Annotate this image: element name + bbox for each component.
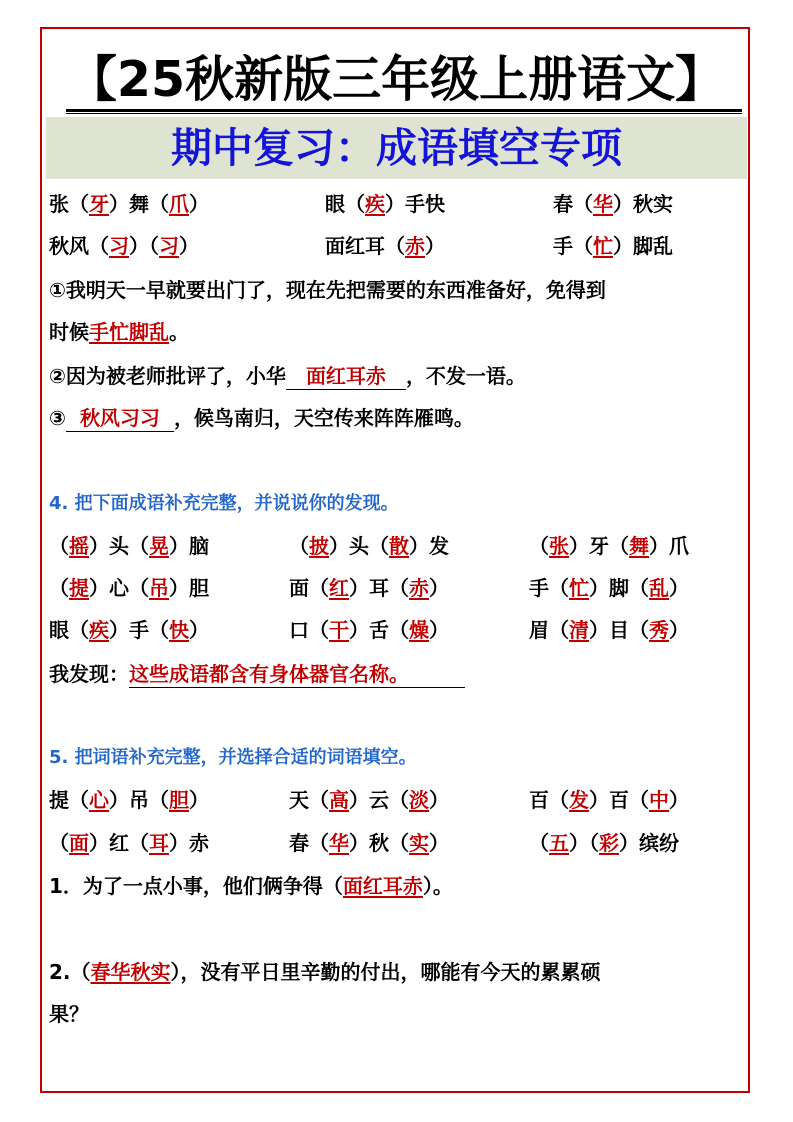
idiom-answer: 红 <box>329 576 349 600</box>
question-answer: 面红耳赤 <box>342 874 423 898</box>
idiom-answer: 发 <box>569 788 589 812</box>
idiom-answer: 疾 <box>365 192 385 216</box>
idiom-answer: 快 <box>169 618 189 642</box>
sentence-1-line-2 <box>49 315 189 349</box>
idiom-text: 面红耳（ <box>325 234 405 258</box>
idiom-text: ） <box>429 788 449 812</box>
idiom-text: ）云（ <box>349 788 409 812</box>
idiom-answer: 忙 <box>593 234 613 258</box>
idiom-text: ③ <box>49 406 66 430</box>
idiom-text: ，候鸟南归，天空传来阵阵雁鸣。 <box>173 406 474 430</box>
idiom-answer: 高 <box>329 788 349 812</box>
idiom-item <box>49 529 209 563</box>
idiom-text: ），没有平日里辛勤的付出，哪能有今天的累累硕 <box>170 960 601 984</box>
idiom-answer: 忙 <box>569 576 589 600</box>
idiom-item <box>325 229 445 263</box>
idiom-text: 。 <box>169 320 189 344</box>
idiom-text: 春（ <box>553 192 593 216</box>
idiom-item <box>529 529 689 563</box>
idiom-text: ）秋（ <box>349 831 409 855</box>
idiom-text: ） <box>669 788 689 812</box>
idiom-text: ） <box>669 576 689 600</box>
idiom-answer: 淡 <box>409 788 429 812</box>
idiom-text: （ <box>529 831 549 855</box>
idiom-text: 秋风（ <box>49 234 109 258</box>
finding-line <box>49 657 465 691</box>
idiom-text: ） <box>669 618 689 642</box>
sentence-answer: 秋风习习 <box>66 405 174 432</box>
sentence-3 <box>49 401 474 435</box>
idiom-text: （ <box>289 534 309 558</box>
idiom-text: 1．为了一点小事，他们俩争得（ <box>49 874 343 898</box>
idiom-text: 2.（ <box>49 960 91 984</box>
idiom-text: 眼（ <box>49 618 89 642</box>
sentence-2 <box>49 359 526 393</box>
idiom-text: 提（ <box>49 788 89 812</box>
idiom-item <box>529 826 679 860</box>
title-underline <box>66 109 742 112</box>
idiom-text: ）（ <box>129 234 159 258</box>
idiom-text: ）舞（ <box>109 192 169 216</box>
idiom-answer: 五 <box>549 831 569 855</box>
question-2 <box>49 955 601 989</box>
idiom-answer: 华 <box>329 831 349 855</box>
idiom-item <box>289 783 449 817</box>
idiom-text: 手（ <box>529 576 569 600</box>
idiom-item <box>529 783 689 817</box>
idiom-text: ）胆 <box>169 576 209 600</box>
idiom-answer: 散 <box>389 534 409 558</box>
idiom-text: 时候 <box>49 320 89 344</box>
idiom-text: ）牙（ <box>569 534 629 558</box>
idiom-text: ）缤纷 <box>619 831 679 855</box>
idiom-text: ）（ <box>569 831 599 855</box>
idiom-text: ）赤 <box>169 831 209 855</box>
sentence-answer: 面红耳赤 <box>286 363 406 390</box>
idiom-item <box>49 613 209 647</box>
idiom-text: ）红（ <box>89 831 149 855</box>
idiom-answer: 晃 <box>149 534 169 558</box>
idiom-text: ） <box>189 192 209 216</box>
idiom-text: ）耳（ <box>349 576 409 600</box>
idiom-answer: 乱 <box>649 576 669 600</box>
idiom-item <box>49 826 209 860</box>
idiom-answer: 面 <box>69 831 89 855</box>
idiom-answer: 披 <box>309 534 329 558</box>
idiom-answer: 张 <box>549 534 569 558</box>
idiom-text: 眼（ <box>325 192 365 216</box>
question-2-line-2: 果？ <box>49 1002 89 1026</box>
idiom-item <box>553 187 673 221</box>
idiom-text: ） <box>425 234 445 258</box>
idiom-text: ）脑 <box>169 534 209 558</box>
idiom-text: （ <box>49 576 69 600</box>
idiom-text: ②因为被老师批评了，小华 <box>49 364 286 388</box>
idiom-answer: 吊 <box>149 576 169 600</box>
idiom-answer: 牙 <box>89 192 109 216</box>
idiom-text: ）发 <box>409 534 449 558</box>
idiom-item <box>49 187 209 221</box>
idiom-text: ，不发一语。 <box>405 364 526 388</box>
idiom-text: 口（ <box>289 618 329 642</box>
idiom-text: 眉（ <box>529 618 569 642</box>
idiom-text: ）头（ <box>329 534 389 558</box>
idiom-text: 百（ <box>529 788 569 812</box>
idiom-answer: 秀 <box>649 618 669 642</box>
idiom-answer: 中 <box>649 788 669 812</box>
idiom-answer: 干 <box>329 618 349 642</box>
idiom-answer: 心 <box>89 788 109 812</box>
idiom-text: ）脚乱 <box>613 234 673 258</box>
idiom-text: （ <box>49 831 69 855</box>
idiom-text: 手（ <box>553 234 593 258</box>
idiom-text: ）爪 <box>649 534 689 558</box>
idiom-item <box>289 613 449 647</box>
idiom-answer: 提 <box>69 576 89 600</box>
idiom-item <box>529 571 689 605</box>
idiom-answer: 习 <box>159 234 179 258</box>
idiom-text: ） <box>429 576 449 600</box>
section-4-heading: 4. 把下面成语补充完整，并说说你的发现。 <box>49 493 399 514</box>
sentence-answer: 手忙脚乱 <box>89 320 169 344</box>
idiom-text: ）吊（ <box>109 788 169 812</box>
idiom-item <box>553 229 673 263</box>
idiom-answer: 舞 <box>629 534 649 558</box>
idiom-answer: 燥 <box>409 618 429 642</box>
idiom-text: （ <box>49 534 69 558</box>
idiom-answer: 爪 <box>169 192 189 216</box>
idiom-text: ） <box>429 831 449 855</box>
idiom-answer: 彩 <box>599 831 619 855</box>
idiom-item <box>289 529 449 563</box>
idiom-item <box>49 571 209 605</box>
idiom-text: 面（ <box>289 576 329 600</box>
section-5-heading: 5. 把词语补充完整，并选择合适的词语填空。 <box>49 747 417 768</box>
idiom-text: ）舌（ <box>349 618 409 642</box>
idiom-answer: 清 <box>569 618 589 642</box>
idiom-text: ） <box>179 234 199 258</box>
idiom-answer: 疾 <box>89 618 109 642</box>
idiom-text: ） <box>189 618 209 642</box>
idiom-text: ） <box>429 618 449 642</box>
idiom-answer: 赤 <box>409 576 429 600</box>
idiom-text: 张（ <box>49 192 89 216</box>
question-1 <box>49 869 453 903</box>
idiom-text: （ <box>529 534 549 558</box>
title-underline-thin <box>66 113 742 114</box>
idiom-text: ）心（ <box>89 576 149 600</box>
idiom-answer: 耳 <box>149 831 169 855</box>
sentence-1-line-1: ①我明天一早就要出门了，现在先把需要的东西准备好，免得到 <box>49 278 606 302</box>
finding-answer: 这些成语都含有身体器官名称。 <box>129 661 465 688</box>
idiom-text: ）百（ <box>589 788 649 812</box>
idiom-text: ）手（ <box>109 618 169 642</box>
idiom-answer: 实 <box>409 831 429 855</box>
idiom-text: ）目（ <box>589 618 649 642</box>
idiom-item <box>529 613 689 647</box>
idiom-item <box>289 826 449 860</box>
idiom-answer: 摇 <box>69 534 89 558</box>
idiom-item <box>49 229 199 263</box>
idiom-answer: 胆 <box>169 788 189 812</box>
idiom-item <box>49 783 209 817</box>
idiom-text: ）头（ <box>89 534 149 558</box>
idiom-text: ）脚（ <box>589 576 649 600</box>
idiom-text: ） <box>189 788 209 812</box>
idiom-text: 春（ <box>289 831 329 855</box>
idiom-text: 我发现： <box>49 662 129 686</box>
idiom-answer: 华 <box>593 192 613 216</box>
idiom-text: ）秋实 <box>613 192 673 216</box>
idiom-text: ）。 <box>422 874 453 898</box>
idiom-text: ）手快 <box>385 192 445 216</box>
idiom-item <box>289 571 449 605</box>
idiom-answer: 习 <box>109 234 129 258</box>
page-title: 【25秋新版三年级上册语文】 <box>67 51 725 108</box>
idiom-answer: 赤 <box>405 234 425 258</box>
page-subtitle: 期中复习：成语填空专项 <box>46 117 747 179</box>
idiom-item <box>325 187 445 221</box>
question-answer: 春华秋实 <box>90 960 171 984</box>
idiom-text: 天（ <box>289 788 329 812</box>
